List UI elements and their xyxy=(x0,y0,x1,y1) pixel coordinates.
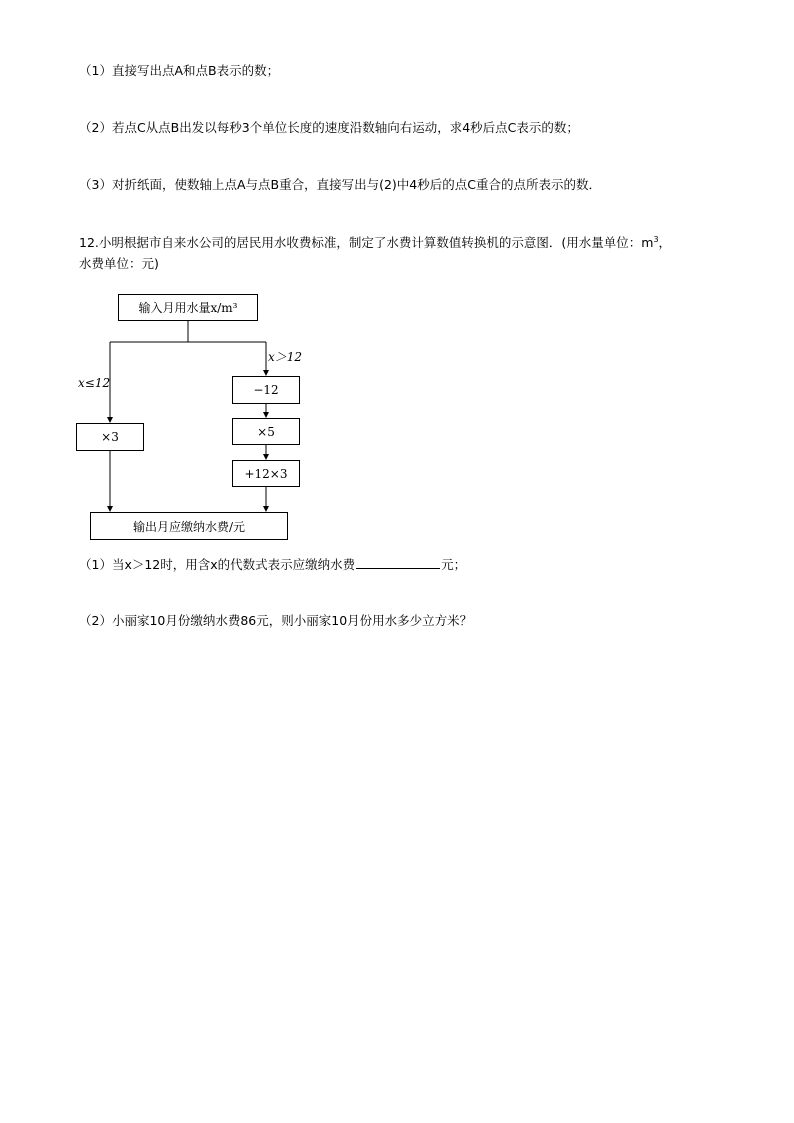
q11-part1: （1）直接写出点A和点B表示的数； xyxy=(79,63,280,78)
flow-cond-right xyxy=(268,348,302,365)
flow-cond-left-text: x≤12 xyxy=(78,376,111,390)
flow-input-box xyxy=(118,294,258,321)
flow-output-label: 输出月应缴纳水费/元 xyxy=(132,519,246,534)
q12-part1-text: （1）当x＞12时，用含x的代数式表示应缴纳水费 xyxy=(79,557,356,572)
flow-op-times5-label: ×5 xyxy=(257,424,275,439)
q12-part2: （2）小丽家10月份缴纳水费86元，则小丽家10月份用水多少立方米？ xyxy=(79,613,473,628)
flowchart-connectors xyxy=(0,0,794,560)
flow-op-times5 xyxy=(232,418,300,445)
flow-op-times3-label: ×3 xyxy=(101,430,119,444)
flow-op-plus36-label: +12×3 xyxy=(244,466,288,481)
q11-part3: （3）对折纸面，使数轴上点A与点B重合，直接写出与(2)中4秒后的点C重合的点所表示的数． xyxy=(79,177,601,192)
q12-intro-sup: 3 xyxy=(653,234,659,244)
flow-op-minus12 xyxy=(232,376,300,404)
flow-op-minus12-label: −12 xyxy=(253,383,279,397)
q12-intro-line2: 水费单位：元) xyxy=(79,256,159,271)
q12-part1 xyxy=(79,555,466,573)
q12-intro-text: 12.小明根据市自来水公司的居民用水收费标准，制定了水费计算数值转换机的示意图．(用水量单位：m xyxy=(79,235,654,250)
answer-blank[interactable] xyxy=(356,556,440,569)
flow-output-box xyxy=(90,512,288,540)
q12-intro-suffix: ， xyxy=(658,235,672,250)
q12-part1-unit: 元； xyxy=(441,557,467,572)
flow-op-times3 xyxy=(76,423,144,451)
flow-cond-right-text: x＞12 xyxy=(268,350,303,364)
flow-cond-left xyxy=(78,376,110,390)
q11-part2: （2）若点C从点B出发以每秒3个单位长度的速度沿数轴向右运动，求4秒后点C表示的数； xyxy=(79,120,579,135)
flow-input-label: 输入月用水量x/m³ xyxy=(138,301,238,315)
flow-op-plus36 xyxy=(232,460,300,487)
